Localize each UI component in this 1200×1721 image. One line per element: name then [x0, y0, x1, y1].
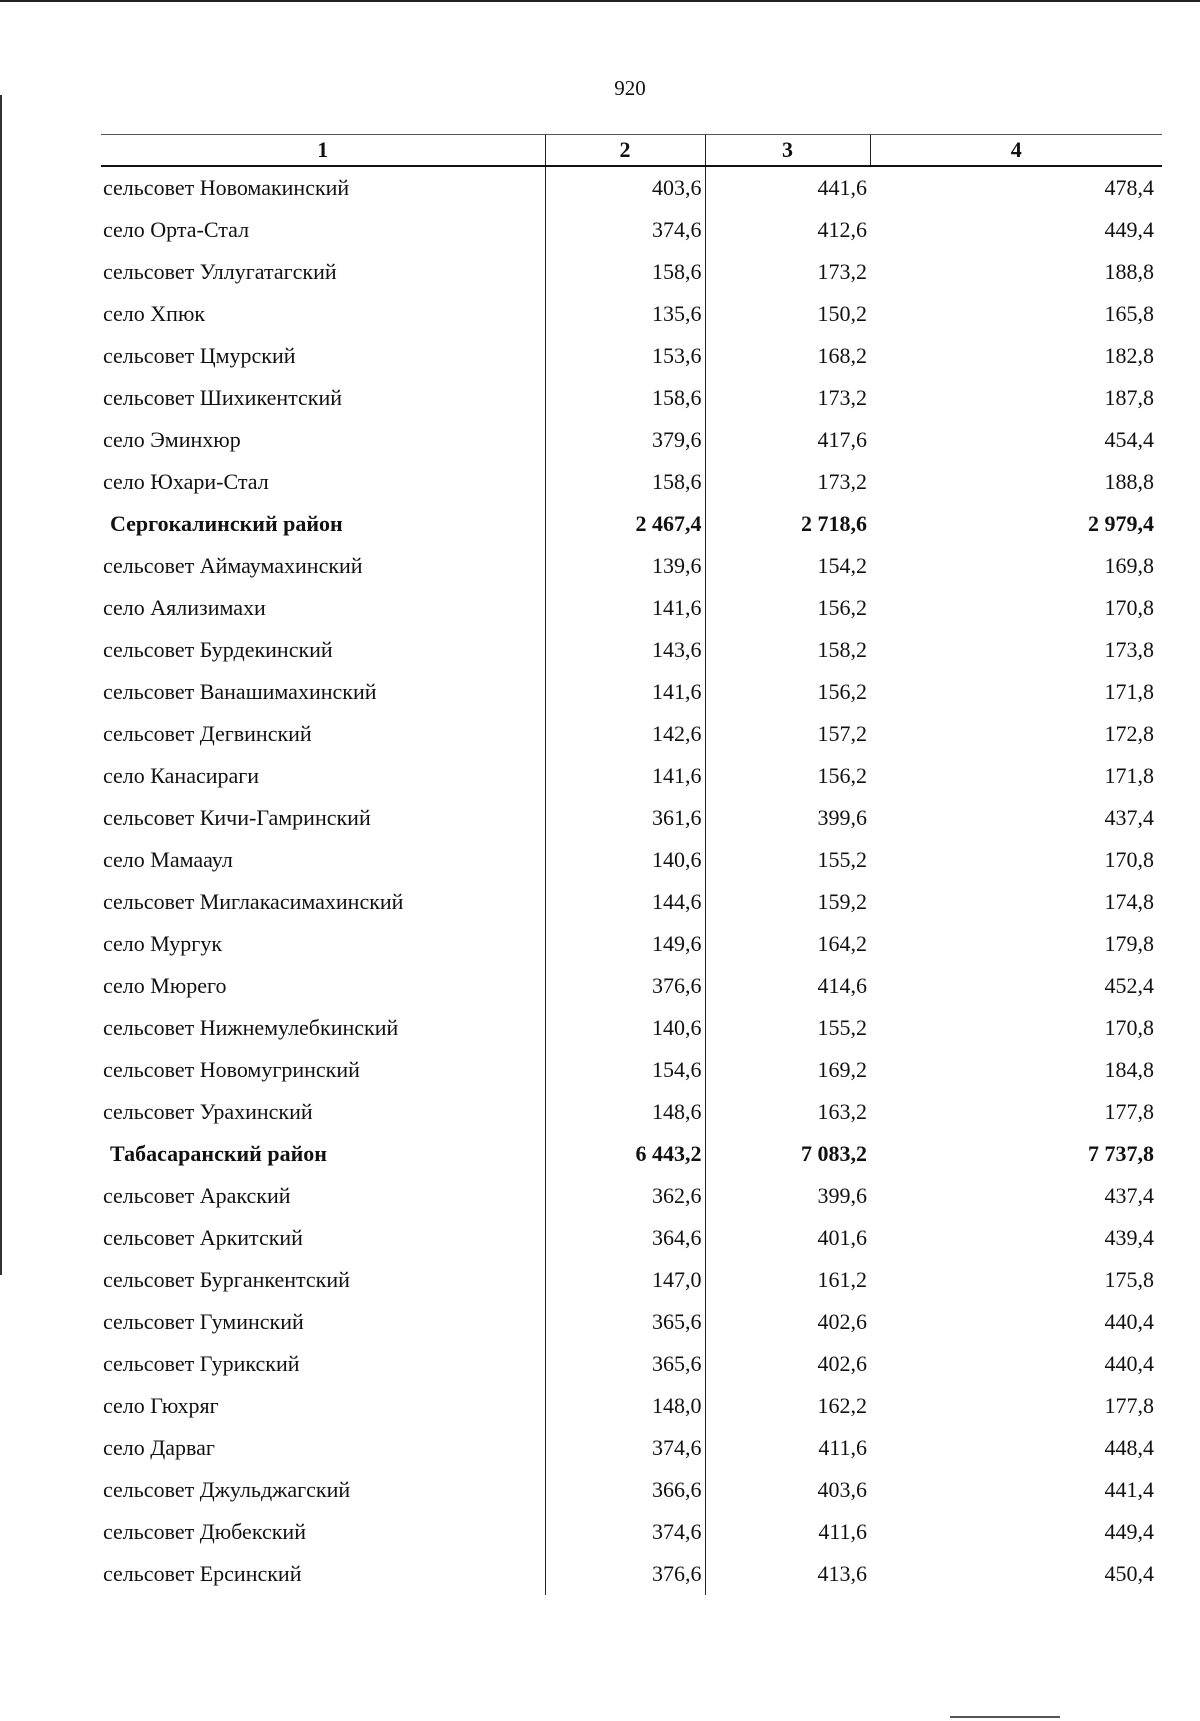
- value-col4-cell: 441,4: [1104, 1477, 1154, 1502]
- value-col2-cell: 139,6: [545, 545, 705, 587]
- value-col2-cell: 149,6: [545, 923, 705, 965]
- scan-edge-bottom: [950, 1716, 1060, 1718]
- value-col4-cell: 172,8: [1104, 721, 1154, 746]
- settlement-name-cell: село Мамааул: [103, 847, 233, 872]
- settlement-name-cell: село Гюхряг: [103, 1393, 219, 1418]
- settlement-name-cell: сельсовет Джульджагский: [103, 1477, 351, 1502]
- value-col2-cell: 374,6: [545, 209, 705, 251]
- table-row: [101, 419, 1162, 461]
- value-col2-cell: 364,6: [545, 1217, 705, 1259]
- column-header-1: 1: [101, 135, 545, 167]
- value-col3-cell: 163,2: [705, 1091, 870, 1133]
- value-col3-cell: 401,6: [705, 1217, 870, 1259]
- value-col2-cell: 158,6: [545, 377, 705, 419]
- table-row: [101, 1469, 1162, 1511]
- table-row: [101, 629, 1162, 671]
- column-header-2: 2: [545, 135, 705, 167]
- settlement-name-cell: село Юхари-Стал: [103, 469, 269, 494]
- settlement-name-cell: село Дарваг: [103, 1435, 215, 1460]
- value-col2-cell: 141,6: [545, 671, 705, 713]
- settlement-name-cell: село Орта-Стал: [103, 217, 250, 242]
- value-col3-cell: 402,6: [705, 1301, 870, 1343]
- settlement-name-cell: сельсовет Уллугатагский: [103, 259, 337, 284]
- value-col2-cell: 2 467,4: [545, 503, 705, 545]
- value-col3-cell: 173,2: [705, 461, 870, 503]
- settlement-name-cell: сельсовет Аймаумахинский: [103, 553, 363, 578]
- value-col2-cell: 366,6: [545, 1469, 705, 1511]
- table-row: [101, 587, 1162, 629]
- value-col2-cell: 361,6: [545, 797, 705, 839]
- settlement-name-cell: сельсовет Гурикский: [103, 1351, 300, 1376]
- settlement-name-cell: село Аялизимахи: [103, 595, 266, 620]
- table-row: [101, 881, 1162, 923]
- value-col4-cell: 169,8: [1104, 553, 1154, 578]
- value-col2-cell: 135,6: [545, 293, 705, 335]
- value-col3-cell: 403,6: [705, 1469, 870, 1511]
- value-col4-cell: 452,4: [1104, 973, 1154, 998]
- value-col4-cell: 448,4: [1104, 1435, 1154, 1460]
- value-col2-cell: 153,6: [545, 335, 705, 377]
- table-row: [101, 251, 1162, 293]
- settlement-name-cell: село Мургук: [103, 931, 223, 956]
- value-col2-cell: 374,6: [545, 1427, 705, 1469]
- table-row: [101, 671, 1162, 713]
- value-col2-cell: 148,6: [545, 1091, 705, 1133]
- table-body: [101, 166, 1162, 1595]
- value-col3-cell: 399,6: [705, 1175, 870, 1217]
- table-row: [101, 1259, 1162, 1301]
- value-col4-cell: 437,4: [1104, 805, 1154, 830]
- column-header-3: 3: [705, 135, 870, 167]
- value-col3-cell: 157,2: [705, 713, 870, 755]
- settlement-name-cell: сельсовет Новомакинский: [103, 175, 350, 200]
- settlement-name-cell: сельсовет Кичи-Гамринский: [103, 805, 371, 830]
- value-col2-cell: 365,6: [545, 1343, 705, 1385]
- value-col3-cell: 412,6: [705, 209, 870, 251]
- value-col4-cell: 171,8: [1104, 679, 1154, 704]
- value-col3-cell: 417,6: [705, 419, 870, 461]
- value-col3-cell: 156,2: [705, 671, 870, 713]
- value-col2-cell: 158,6: [545, 251, 705, 293]
- value-col3-cell: 399,6: [705, 797, 870, 839]
- value-col3-cell: 413,6: [705, 1553, 870, 1595]
- table-header-row: [101, 135, 1162, 167]
- scan-edge-left: [0, 95, 2, 1275]
- value-col3-cell: 7 083,2: [705, 1133, 870, 1175]
- value-col2-cell: 148,0: [545, 1385, 705, 1427]
- value-col2-cell: 144,6: [545, 881, 705, 923]
- value-col4-cell: 188,8: [1104, 259, 1154, 284]
- settlement-name-cell: сельсовет Новомугринский: [103, 1057, 360, 1082]
- table-row: [101, 1007, 1162, 1049]
- value-col4-cell: 2 979,4: [1088, 511, 1154, 536]
- settlement-name-cell: село Мюрего: [103, 973, 227, 998]
- value-col4-cell: 188,8: [1104, 469, 1154, 494]
- value-col2-cell: 365,6: [545, 1301, 705, 1343]
- value-col4-cell: 171,8: [1104, 763, 1154, 788]
- settlement-name-cell: сельсовет Нижнемулебкинский: [103, 1015, 399, 1040]
- value-col4-cell: 437,4: [1104, 1183, 1154, 1208]
- settlement-name-cell: Сергокалинский район: [110, 511, 343, 536]
- value-col3-cell: 155,2: [705, 1007, 870, 1049]
- table-row: [101, 461, 1162, 503]
- value-col3-cell: 441,6: [705, 166, 870, 209]
- table-row: [101, 1385, 1162, 1427]
- value-col2-cell: 6 443,2: [545, 1133, 705, 1175]
- value-col4-cell: 440,4: [1104, 1309, 1154, 1334]
- value-col2-cell: 374,6: [545, 1511, 705, 1553]
- settlement-name-cell: сельсовет Гуминский: [103, 1309, 304, 1334]
- value-col4-cell: 184,8: [1104, 1057, 1154, 1082]
- value-col3-cell: 156,2: [705, 587, 870, 629]
- table-row: [101, 1343, 1162, 1385]
- value-col3-cell: 155,2: [705, 839, 870, 881]
- table-row: [101, 755, 1162, 797]
- settlement-name-cell: сельсовет Дюбекский: [103, 1519, 306, 1544]
- table-row: [101, 1301, 1162, 1343]
- settlement-name-cell: сельсовет Миглакасимахинский: [103, 889, 404, 914]
- value-col4-cell: 440,4: [1104, 1351, 1154, 1376]
- value-col4-cell: 170,8: [1104, 595, 1154, 620]
- page-number: 920: [614, 76, 646, 100]
- scan-edge-top: [0, 0, 1200, 2]
- value-col3-cell: 411,6: [705, 1511, 870, 1553]
- value-col4-cell: 450,4: [1104, 1561, 1154, 1586]
- table-row: [101, 545, 1162, 587]
- table-row: [101, 1511, 1162, 1553]
- value-col2-cell: 376,6: [545, 1553, 705, 1595]
- value-col4-cell: 165,8: [1104, 301, 1154, 326]
- settlement-name-cell: село Эминхюр: [103, 427, 241, 452]
- value-col4-cell: 454,4: [1104, 427, 1154, 452]
- table-row: [101, 713, 1162, 755]
- value-col3-cell: 150,2: [705, 293, 870, 335]
- value-col3-cell: 402,6: [705, 1343, 870, 1385]
- settlement-name-cell: сельсовет Аркитский: [103, 1225, 303, 1250]
- value-col4-cell: 170,8: [1104, 847, 1154, 872]
- table-row: [101, 1175, 1162, 1217]
- settlement-name-cell: сельсовет Дегвинский: [103, 721, 312, 746]
- value-col3-cell: 158,2: [705, 629, 870, 671]
- settlement-name-cell: сельсовет Бурдекинский: [103, 637, 333, 662]
- value-col3-cell: 154,2: [705, 545, 870, 587]
- value-col3-cell: 173,2: [705, 251, 870, 293]
- settlement-name-cell: село Канасираги: [103, 763, 260, 788]
- value-col2-cell: 140,6: [545, 839, 705, 881]
- table-row: [101, 923, 1162, 965]
- value-col4-cell: 170,8: [1104, 1015, 1154, 1040]
- value-col4-cell: 177,8: [1104, 1099, 1154, 1124]
- value-col2-cell: 142,6: [545, 713, 705, 755]
- value-col2-cell: 154,6: [545, 1049, 705, 1091]
- value-col4-cell: 182,8: [1104, 343, 1154, 368]
- settlement-name-cell: сельсовет Аракский: [103, 1183, 291, 1208]
- value-col2-cell: 403,6: [545, 166, 705, 209]
- value-col4-cell: 449,4: [1104, 217, 1154, 242]
- value-col4-cell: 478,4: [1104, 175, 1154, 200]
- value-col2-cell: 376,6: [545, 965, 705, 1007]
- value-col4-cell: 175,8: [1104, 1267, 1154, 1292]
- value-col2-cell: 140,6: [545, 1007, 705, 1049]
- value-col4-cell: 177,8: [1104, 1393, 1154, 1418]
- table-row: [101, 335, 1162, 377]
- value-col3-cell: 162,2: [705, 1385, 870, 1427]
- table-row: [101, 1427, 1162, 1469]
- value-col4-cell: 179,8: [1104, 931, 1154, 956]
- settlement-name-cell: сельсовет Цмурский: [103, 343, 296, 368]
- table-row: [101, 965, 1162, 1007]
- value-col3-cell: 2 718,6: [705, 503, 870, 545]
- settlement-name-cell: сельсовет Шихикентский: [103, 385, 343, 410]
- value-col3-cell: 414,6: [705, 965, 870, 1007]
- value-col2-cell: 143,6: [545, 629, 705, 671]
- value-col2-cell: 141,6: [545, 755, 705, 797]
- settlement-name-cell: сельсовет Ванашимахинский: [103, 679, 377, 704]
- value-col3-cell: 168,2: [705, 335, 870, 377]
- table-row: [101, 166, 1162, 209]
- district-row: [101, 503, 1162, 545]
- table-row: [101, 293, 1162, 335]
- value-col4-cell: 187,8: [1104, 385, 1154, 410]
- table-row: [101, 377, 1162, 419]
- column-header-4: 4: [870, 135, 1162, 167]
- value-col3-cell: 169,2: [705, 1049, 870, 1091]
- value-col2-cell: 147,0: [545, 1259, 705, 1301]
- value-col2-cell: 362,6: [545, 1175, 705, 1217]
- value-col4-cell: 7 737,8: [1088, 1141, 1154, 1166]
- table-row: [101, 1049, 1162, 1091]
- value-col3-cell: 161,2: [705, 1259, 870, 1301]
- value-col4-cell: 174,8: [1104, 889, 1154, 914]
- value-col3-cell: 411,6: [705, 1427, 870, 1469]
- value-col3-cell: 156,2: [705, 755, 870, 797]
- settlement-name-cell: Табасаранский район: [110, 1141, 327, 1166]
- table-row: [101, 797, 1162, 839]
- settlement-name-cell: село Хпюк: [103, 301, 206, 326]
- value-col3-cell: 159,2: [705, 881, 870, 923]
- table-row: [101, 839, 1162, 881]
- data-table: [101, 134, 1162, 1595]
- settlement-name-cell: сельсовет Урахинский: [103, 1099, 313, 1124]
- table-row: [101, 1217, 1162, 1259]
- table-row: [101, 209, 1162, 251]
- table-row: [101, 1091, 1162, 1133]
- settlement-name-cell: сельсовет Ерсинский: [103, 1561, 302, 1586]
- value-col2-cell: 379,6: [545, 419, 705, 461]
- value-col3-cell: 164,2: [705, 923, 870, 965]
- district-row: [101, 1133, 1162, 1175]
- value-col4-cell: 449,4: [1104, 1519, 1154, 1544]
- value-col3-cell: 173,2: [705, 377, 870, 419]
- value-col2-cell: 158,6: [545, 461, 705, 503]
- value-col2-cell: 141,6: [545, 587, 705, 629]
- value-col4-cell: 439,4: [1104, 1225, 1154, 1250]
- table-row: [101, 1553, 1162, 1595]
- settlement-name-cell: сельсовет Бурганкентский: [103, 1267, 350, 1292]
- value-col4-cell: 173,8: [1104, 637, 1154, 662]
